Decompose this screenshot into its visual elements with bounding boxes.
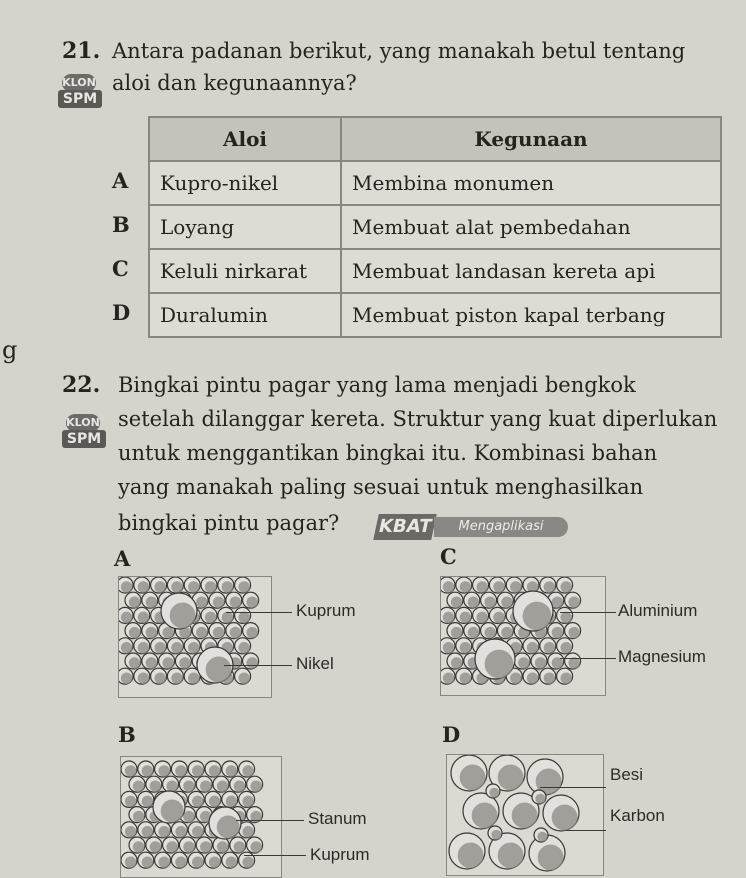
- small-atom: [163, 776, 179, 792]
- small-atom: [230, 776, 246, 792]
- use-cell: Membina monumen: [341, 161, 721, 205]
- small-atom: [222, 791, 238, 807]
- small-atom: [441, 607, 455, 623]
- small-atom: [464, 623, 480, 639]
- small-atom: [188, 852, 204, 868]
- kbat-sub-label: Mengaplikasi: [434, 517, 568, 537]
- option-d-diagram[interactable]: [446, 754, 604, 876]
- small-atom: [129, 776, 145, 792]
- option-c-label-magnesium: Magnesium: [618, 647, 706, 666]
- small-atom: [209, 592, 225, 608]
- small-atom: [205, 791, 221, 807]
- question-22-line-3: untuk menggantikan bingkai itu. Kombinasi bahan: [118, 441, 658, 465]
- small-atom: [247, 837, 263, 853]
- small-atom: [138, 822, 154, 838]
- small-atom: [138, 852, 154, 868]
- small-atom: [447, 592, 463, 608]
- option-b-label-kuprum: Kuprum: [310, 845, 370, 864]
- small-atom: [151, 638, 167, 654]
- small-atom: [134, 577, 150, 593]
- small-atom: [121, 852, 137, 868]
- small-atom: [565, 592, 581, 608]
- small-atom: [188, 761, 204, 777]
- option-b-diagram[interactable]: [120, 756, 282, 878]
- small-atom: [540, 638, 556, 654]
- small-atom: [441, 668, 455, 684]
- small-atom: [179, 776, 195, 792]
- small-atom: [121, 822, 137, 838]
- option-a-pointer-2: [224, 665, 292, 666]
- small-atom: [119, 668, 133, 684]
- small-atom: [196, 837, 212, 853]
- small-atom: [557, 668, 573, 684]
- option-a-label-kuprum: Kuprum: [296, 601, 356, 620]
- small-atom: [514, 653, 530, 669]
- small-atom: [146, 837, 162, 853]
- option-b-atoms: [121, 757, 281, 877]
- small-atom: [235, 607, 251, 623]
- small-atom: [138, 761, 154, 777]
- small-atom: [447, 653, 463, 669]
- badge-bottom: SPM: [58, 90, 102, 108]
- small-atom: [205, 761, 221, 777]
- option-c-diagram[interactable]: [440, 576, 606, 696]
- small-atom: [481, 623, 497, 639]
- question-21-number: 21.: [62, 38, 101, 64]
- small-atom: [129, 807, 145, 823]
- badge-bottom: SPM: [62, 430, 106, 448]
- badge-top: KLON: [62, 74, 96, 92]
- small-atom: [213, 776, 229, 792]
- small-atom: [557, 607, 573, 623]
- small-atom: [218, 577, 234, 593]
- small-atom: [247, 776, 263, 792]
- small-atom: [243, 623, 259, 639]
- table-row: [149, 205, 721, 249]
- small-atom: [239, 791, 255, 807]
- margin-mark: g: [2, 336, 18, 364]
- klon-spm-badge-22: [62, 414, 106, 450]
- large-atom: [513, 591, 553, 631]
- small-atom: [155, 761, 171, 777]
- small-atom: [192, 623, 208, 639]
- large-atom: [451, 755, 487, 791]
- small-atom: [201, 607, 217, 623]
- small-atom: [243, 592, 259, 608]
- small-atom: [532, 790, 546, 804]
- small-atom: [235, 577, 251, 593]
- small-atom: [523, 638, 539, 654]
- small-atom: [119, 607, 133, 623]
- question-21-line-1: Antara padanan berikut, yang manakah betul tentang: [112, 39, 686, 63]
- small-atom: [506, 577, 522, 593]
- small-atom: [146, 776, 162, 792]
- large-atom: [543, 795, 579, 831]
- use-cell: Membuat landasan kereta api: [341, 249, 721, 293]
- option-c-pointer-1: [560, 612, 616, 613]
- option-d-pointer-2: [566, 830, 606, 831]
- table-row: [149, 293, 721, 337]
- small-atom: [163, 837, 179, 853]
- option-label-b[interactable]: B: [112, 212, 130, 237]
- small-atom: [138, 791, 154, 807]
- small-atom: [125, 592, 141, 608]
- option-d-label-besi: Besi: [610, 765, 644, 784]
- option-a-label[interactable]: A: [114, 546, 131, 571]
- small-atom: [557, 638, 573, 654]
- small-atom: [226, 623, 242, 639]
- large-atom: [161, 593, 197, 629]
- question-22-number: 22.: [62, 372, 101, 398]
- small-atom: [142, 623, 158, 639]
- small-atom: [473, 607, 489, 623]
- option-a-pointer-1: [226, 612, 292, 613]
- alloy-cell: Duralumin: [149, 293, 341, 337]
- question-21-line-2: aloi dan kegunaannya?: [112, 71, 357, 95]
- small-atom: [548, 623, 564, 639]
- small-atom: [497, 623, 513, 639]
- small-atom: [488, 826, 502, 840]
- option-c-label[interactable]: C: [440, 544, 457, 569]
- small-atom: [540, 577, 556, 593]
- small-atom: [184, 638, 200, 654]
- small-atom: [188, 791, 204, 807]
- small-atom: [441, 577, 455, 593]
- small-atom: [565, 653, 581, 669]
- small-atom: [151, 668, 167, 684]
- small-atom: [222, 852, 238, 868]
- small-atom: [489, 577, 505, 593]
- use-cell: Membuat alat pembedahan: [341, 205, 721, 249]
- question-22-line-4: yang manakah paling sesuai untuk menghasilkan: [118, 475, 644, 499]
- small-atom: [447, 623, 463, 639]
- option-a-diagram[interactable]: [118, 576, 272, 698]
- small-atom: [167, 638, 183, 654]
- kbat-tag: [376, 514, 570, 540]
- option-c-pointer-2: [560, 658, 616, 659]
- question-22-line-5: bingkai pintu pagar?: [118, 511, 340, 535]
- small-atom: [464, 592, 480, 608]
- small-atom: [201, 577, 217, 593]
- small-atom: [167, 668, 183, 684]
- small-atom: [121, 791, 137, 807]
- option-b-label-stanum: Stanum: [308, 809, 367, 828]
- small-atom: [129, 837, 145, 853]
- small-atom: [171, 852, 187, 868]
- large-atom: [527, 759, 563, 795]
- table-header-row: [149, 117, 721, 161]
- small-atom: [222, 761, 238, 777]
- option-b-pointer-1: [236, 820, 304, 821]
- question-22-line-1: Bingkai pintu pagar yang lama menjadi bengkok: [118, 373, 636, 397]
- small-atom: [235, 668, 251, 684]
- small-atom: [159, 653, 175, 669]
- small-atom: [548, 653, 564, 669]
- small-atom: [235, 638, 251, 654]
- klon-spm-badge-21: [58, 74, 102, 110]
- small-atom: [540, 668, 556, 684]
- table-row: [149, 161, 721, 205]
- option-b-label[interactable]: B: [118, 722, 136, 747]
- option-d-pointer-1: [540, 787, 606, 788]
- table-row: [149, 249, 721, 293]
- small-atom: [155, 822, 171, 838]
- option-label-a[interactable]: A: [112, 168, 129, 193]
- option-d-atoms: [447, 755, 603, 875]
- small-atom: [230, 837, 246, 853]
- small-atom: [171, 761, 187, 777]
- option-c-label-aluminium: Aluminium: [618, 601, 698, 620]
- header-alloy: Aloi: [149, 117, 341, 161]
- small-atom: [209, 623, 225, 639]
- large-atom: [449, 833, 485, 869]
- small-atom: [456, 668, 472, 684]
- option-d-label[interactable]: D: [442, 722, 461, 747]
- large-atom: [475, 639, 515, 679]
- alloy-cell: Keluli nirkarat: [149, 249, 341, 293]
- small-atom: [134, 638, 150, 654]
- badge-top: KLON: [66, 414, 100, 432]
- small-atom: [218, 607, 234, 623]
- small-atom: [142, 592, 158, 608]
- header-use: Kegunaan: [341, 117, 721, 161]
- small-atom: [125, 653, 141, 669]
- small-atom: [456, 577, 472, 593]
- option-d-label-karbon: Karbon: [610, 806, 665, 825]
- small-atom: [205, 852, 221, 868]
- small-atom: [239, 761, 255, 777]
- option-a-label-nikel: Nikel: [296, 654, 334, 673]
- alloy-cell: Loyang: [149, 205, 341, 249]
- small-atom: [125, 623, 141, 639]
- kbat-label: KBAT: [373, 514, 437, 540]
- option-label-d[interactable]: D: [112, 300, 131, 325]
- small-atom: [486, 784, 500, 798]
- small-atom: [243, 653, 259, 669]
- small-atom: [167, 577, 183, 593]
- alloy-cell: Kupro-nikel: [149, 161, 341, 205]
- small-atom: [441, 638, 455, 654]
- use-cell: Membuat piston kapal terbang: [341, 293, 721, 337]
- large-atom: [153, 791, 185, 823]
- small-atom: [196, 776, 212, 792]
- small-atom: [534, 828, 548, 842]
- option-b-pointer-2: [244, 855, 306, 856]
- small-atom: [523, 668, 539, 684]
- small-atom: [134, 607, 150, 623]
- small-atom: [142, 653, 158, 669]
- small-atom: [531, 653, 547, 669]
- small-atom: [119, 577, 133, 593]
- small-atom: [456, 638, 472, 654]
- small-atom: [188, 822, 204, 838]
- small-atom: [456, 607, 472, 623]
- small-atom: [175, 653, 191, 669]
- small-atom: [565, 623, 581, 639]
- option-label-c[interactable]: C: [112, 256, 129, 281]
- large-atom: [529, 835, 565, 871]
- small-atom: [179, 837, 195, 853]
- small-atom: [121, 761, 137, 777]
- alloy-table: [148, 116, 722, 338]
- small-atom: [481, 592, 497, 608]
- question-22-line-2: setelah dilanggar kereta. Struktur yang kuat diperlukan: [118, 407, 718, 431]
- small-atom: [184, 577, 200, 593]
- small-atom: [155, 852, 171, 868]
- small-atom: [473, 577, 489, 593]
- small-atom: [226, 592, 242, 608]
- small-atom: [119, 638, 133, 654]
- small-atom: [497, 592, 513, 608]
- large-atom: [209, 807, 241, 839]
- small-atom: [489, 607, 505, 623]
- small-atom: [557, 577, 573, 593]
- option-c-atoms: [441, 577, 605, 695]
- small-atom: [171, 822, 187, 838]
- small-atom: [134, 668, 150, 684]
- option-a-atoms: [119, 577, 271, 697]
- small-atom: [151, 577, 167, 593]
